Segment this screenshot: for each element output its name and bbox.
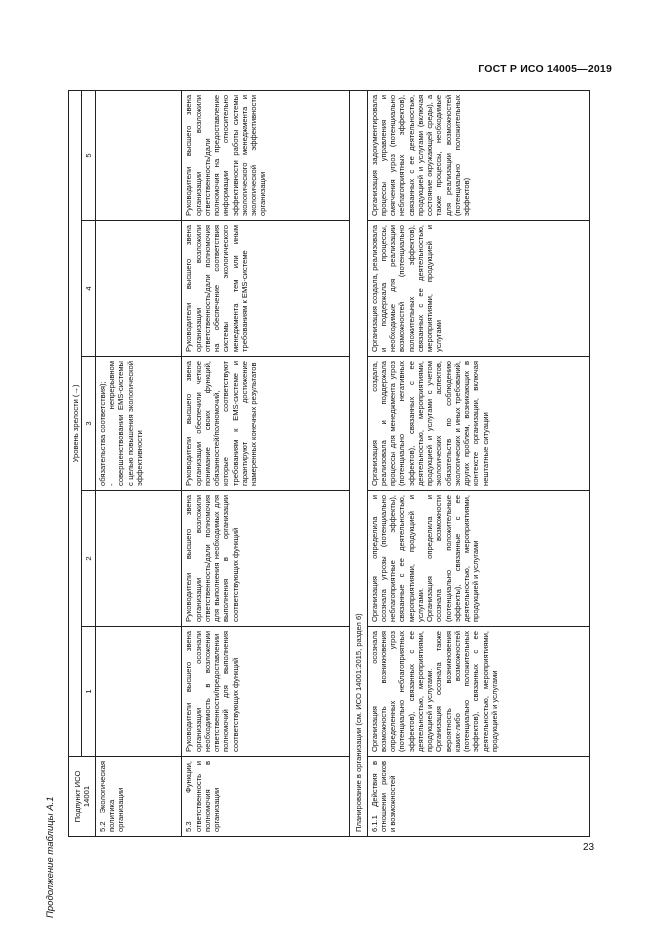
table-row [95,90,182,836]
level-cell [95,221,182,357]
column-number: 5 [82,90,95,220]
cell-paragraph: Руководители высшего звена организации осознали необходимость в возложении ответственности/предоставлении полномочий для выполнения соответствующих функций [184,631,240,752]
cell-paragraph: Организация осознала также вероятность возникновения каких-либо возможностей (потенциально положительных эффектов), связанных с ее деятельностью, мероприятиями, продукцией и услугами [434,631,499,752]
level-cell [182,357,350,491]
cell-paragraph: Организация осознала возможность возникновения определенных угроз (потенциально неблагоприятных эффектов), связанных с ее деятельностью, мероприятиями, продукцией и услугами. [369,631,435,752]
table-row [367,90,589,836]
level-cell [95,357,182,491]
section-title: Планирование в организации (см. ИСО 14001:2015, раздел 6) [350,90,368,836]
clause-cell: 6.1.1 Действия в отношении рисков и возможностей [367,757,589,837]
table-row [182,90,350,836]
maturity-level-header: Уровень зрелости (→) [69,90,82,756]
level-cell [367,491,589,627]
level-cell [367,221,589,357]
level-cell [367,357,589,491]
column-number: 1 [82,627,95,757]
level-cell [182,221,350,357]
page-number: 23 [583,842,595,853]
cell-paragraph: Организация определила и осознала возможности (потенциально положительные эффекты), связанные с ее деятельностью, мероприятиями, продукцией и услугами [425,495,481,622]
cell-paragraph: обязательства соответствия); [97,381,107,486]
document-title: ГОСТ Р ИСО 14005—2019 [478,63,612,75]
column-number-row [82,90,95,836]
level-cell [367,627,589,757]
cell-paragraph: Организация определила и осознала угрозы (потенциально неблагоприятные эффекты), связанные с ее деятельностью, мероприятиями, продукцией и услугами. [369,495,425,622]
cell-paragraph: Руководители высшего звена организации возложили ответственность/дали полномочия на обеспечение соответствия системы экологического менеджмента тем или иным требованиям к EMS-системе [184,225,249,352]
table-caption: Продолжение таблицы А.1 [45,796,56,918]
column-number: 3 [82,357,95,491]
column-number: 4 [82,221,95,357]
level-cell [95,90,182,220]
level-cell [182,491,350,627]
level-cell [95,491,182,627]
cell-paragraph: Руководители высшего звена организации возложили ответственность/дали полномочия на предоставление информации относительно эффективности работы системы экологического менеджмента и экологической эффективности организации [184,94,268,216]
clause-cell: 5.2 Экологическая политика организации [95,757,182,837]
level-cell [367,90,589,220]
clause-cell: 5.3 Функции, ответственность и полномочия в организации [182,757,350,837]
rotated-table-container [68,91,590,837]
cell-paragraph: Организация создала, реализовала и поддержала процессы для менеджмента угроз (потенциально негативных эффектов), связанных с ее деятельностью, мероприятиями, продукцией и услугами с учетом экологических аспектов, обязательств по соблюдению экологических и иных требований, других проблем, возникающих в контексте организации, включая нештатные ситуации [369,361,490,486]
level-cell [182,90,350,220]
level-cell [95,627,182,757]
section-row [350,90,368,836]
cell-paragraph: Организация создала, реализовала и поддержала процессы, необходимые для реализации возможностей (потенциально положительных эффектов), связанных с ее деятельностью, мероприятиями, продукцией и услугами [369,225,444,352]
cell-paragraph: Руководители высшего звена организации обеспечили четкое понимание своих функций, обязанностей/полномочий, которые соответствуют требованиям к EMS-системе и гарантируют достижение намеренных конечных результатов [184,361,259,486]
maturity-table [68,90,590,837]
cell-paragraph: Руководители высшего звена организации возложили ответственность/дали полномочия для выполнения необходимых для выполнения в организации соответствующих функций [184,495,240,622]
clause-column-header: Подпункт ИСО 14001 [69,757,96,837]
cell-paragraph: Организация задокументировала процессы управления и смягчения угроз (потенциально неблагоприятных эффектов), связанных с ее деятельностью, продукцией и услугами (включая состояние окружающей среды), а также процессы, необходимые для реализации возможностей (потенциально положительных эффектов) [369,94,472,216]
header-row [69,90,82,836]
column-number: 2 [82,491,95,627]
level-cell [182,627,350,757]
cell-paragraph: - непрерывном совершенствовании EMS-системы с целью повышения экологической эффективности [107,361,144,486]
